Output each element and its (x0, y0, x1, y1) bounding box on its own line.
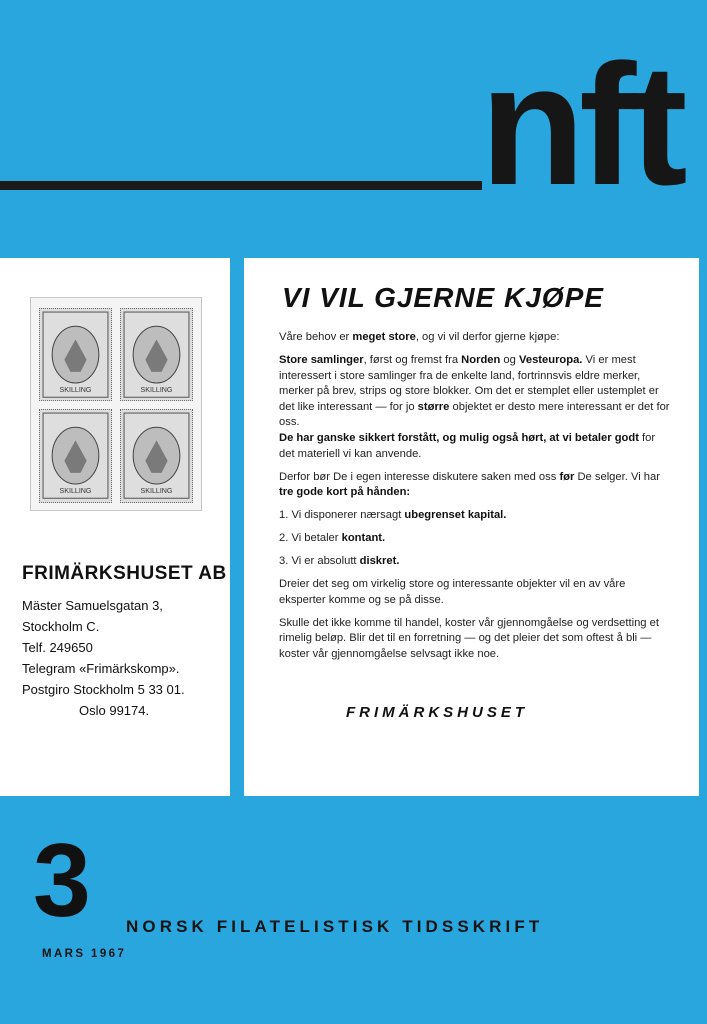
address-street: Mäster Samuelsgatan 3, (22, 598, 163, 613)
svg-text:SKILLING: SKILLING (140, 386, 173, 395)
list-item: 1. Vi disponerer nærsagt ubegrenset kapital. (279, 509, 507, 522)
list-item: 3. Vi er absolutt diskret. (279, 555, 400, 568)
stamp-bottom-right (120, 409, 193, 502)
stamp-block-image (30, 297, 202, 511)
address-postgiro-stockholm: Postgiro Stockholm 5 33 01. (22, 682, 185, 697)
stamp-top-left (39, 308, 112, 401)
ad-headline: VI VIL GJERNE KJØPE (282, 282, 604, 313)
address-telegram: Telegram «Frimärkskomp». (22, 661, 180, 676)
issue-number: 3 (33, 823, 91, 939)
stamp-top-right (120, 308, 193, 401)
ad-paragraph: Derfor bør De i egen interesse diskutere saken med oss før De selger. Vi har tre gode kort på hånden: (279, 470, 660, 499)
list-item: 2. Vi betaler kontant. (279, 532, 386, 545)
svg-text:SKILLING: SKILLING (59, 386, 92, 395)
masthead-logo: nft (480, 29, 682, 221)
issue-date: MARS 1967 (42, 948, 127, 960)
ad-paragraph: De har ganske sikkert forstått, og mulig også hørt, at vi betaler godt for det materiell vi kan anvende. (279, 431, 656, 460)
ad-paragraph: Store samlinger, først og fremst fra Norden og Vesteuropa. Vi er mest interessert i store samlinger fra de enkelte land, fortrinnsvis eldre merker, merker på brev, strips og store blokker. Om det er stemplet eller ustemplet er det like interessant — for jo større objektet er desto mere interessant er det for oss. (279, 353, 670, 429)
stamp-bottom-left (39, 409, 112, 502)
svg-text:SKILLING: SKILLING (59, 487, 92, 496)
company-name: FRIMÄRKSHUSET AB (22, 563, 227, 584)
ad-paragraph: Våre behov er meget store, og vi vil derfor gjerne kjøpe: (279, 331, 560, 343)
svg-text:SKILLING: SKILLING (140, 487, 173, 496)
address-city: Stockholm C. (22, 619, 100, 634)
ad-body (279, 330, 673, 670)
ad-paragraph: Dreier det seg om virkelig store og interessante objekter vil en av våre eksperter komme og se på disse. (279, 578, 626, 606)
address-phone: Telf. 249650 (22, 640, 93, 655)
company-address (22, 595, 227, 721)
magazine-subtitle: NORSK FILATELISTISK TIDSSKRIFT (126, 917, 544, 936)
ad-paragraph: Skulle det ikke komme til handel, koster vår gjennomgåelse og verdsetting et rimelig beløp. Blir det til en forretning — og det pleier det som oftest å bli — koster vår gjennomgåelse selvsagt ikke noe. (279, 616, 659, 660)
ad-signature: FRIMÄRKSHUSET (346, 704, 528, 721)
address-postgiro-oslo: Oslo 99174. (79, 703, 150, 718)
masthead-rule (0, 181, 482, 190)
